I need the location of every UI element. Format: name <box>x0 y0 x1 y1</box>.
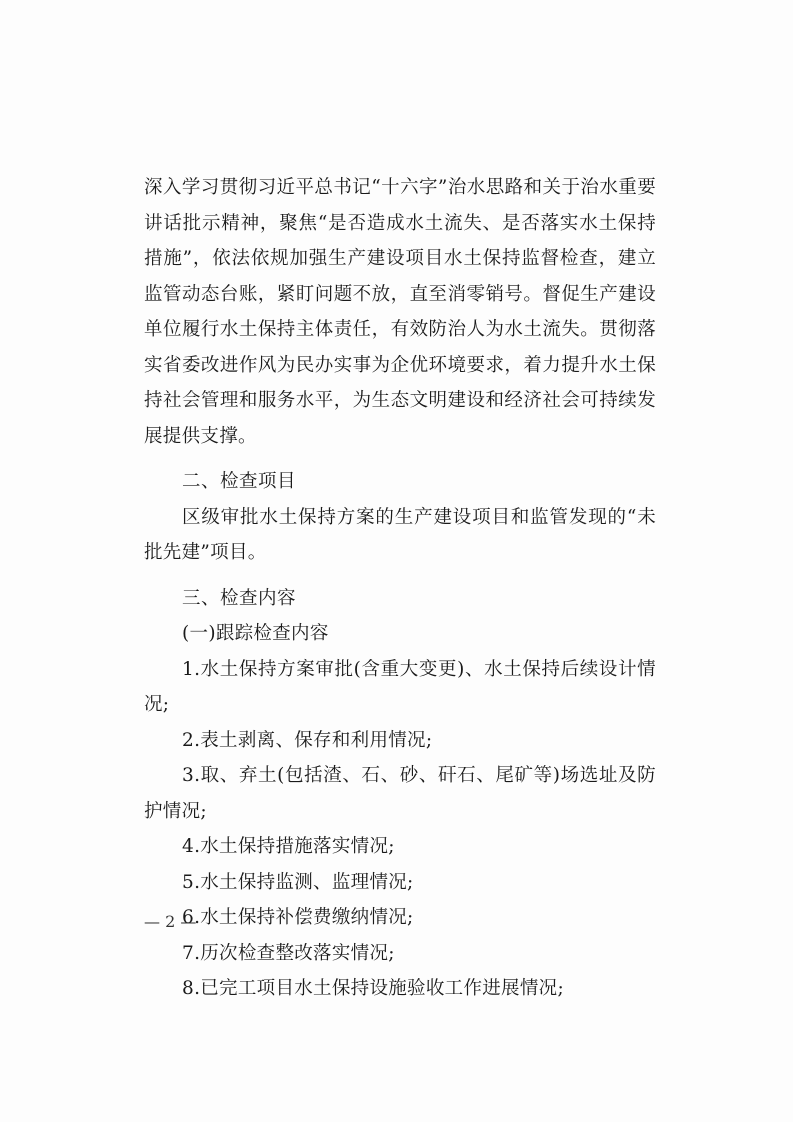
list-item: 1.水土保持方案审批(含重大变更)、水土保持后续设计情况; <box>144 658 656 715</box>
list-item: 2.表土剥离、保存和利用情况; <box>182 729 433 751</box>
page-number: — 2 — <box>144 912 197 931</box>
list-item: 7.历次检查整改落实情况; <box>182 942 395 964</box>
subheading-follow-up-inspection: (一)跟踪检查内容 <box>182 623 329 644</box>
list-item: 8.已完工项目水土保持设施验收工作进展情况; <box>182 978 564 999</box>
section-heading-inspection-content: 三、检查内容 <box>182 587 297 609</box>
list-item: 5.水土保持监测、监理情况; <box>182 871 414 893</box>
list-item: 3.取、弃土(包括渣、石、砂、矸石、尾矿等)场选址及防护情况; <box>144 765 656 822</box>
section-heading-inspection-projects: 二、检查项目 <box>182 471 297 492</box>
intro-paragraph: 深入学习贯彻习近平总书记“十六字”治水思路和关于治水重要讲话批示精神，聚焦“是否造成水土流失、是否落实水土保持措施”，依法依规加强生产建设项目水土保持监督检查，建立监管动态台账，紧盯问题不放，直至消零销号。督促生产建设单位履行水土保持主体责任，有效防治人为水土流失。贯彻落实省委改进作风为民办实事为企优环境要求，着力提升水土保持社会管理和服务水平，为生态文明建设和经济社会可持续发展提供支撑。 <box>144 177 656 447</box>
document-body <box>144 170 656 1007</box>
section-paragraph-inspection-projects: 区级审批水土保持方案的生产建设项目和监管发现的“未批先建”项目。 <box>144 506 656 563</box>
list-item: 6.水土保持补偿费缴纳情况; <box>182 907 414 928</box>
list-item: 4.水土保持措施落实情况; <box>182 836 395 857</box>
